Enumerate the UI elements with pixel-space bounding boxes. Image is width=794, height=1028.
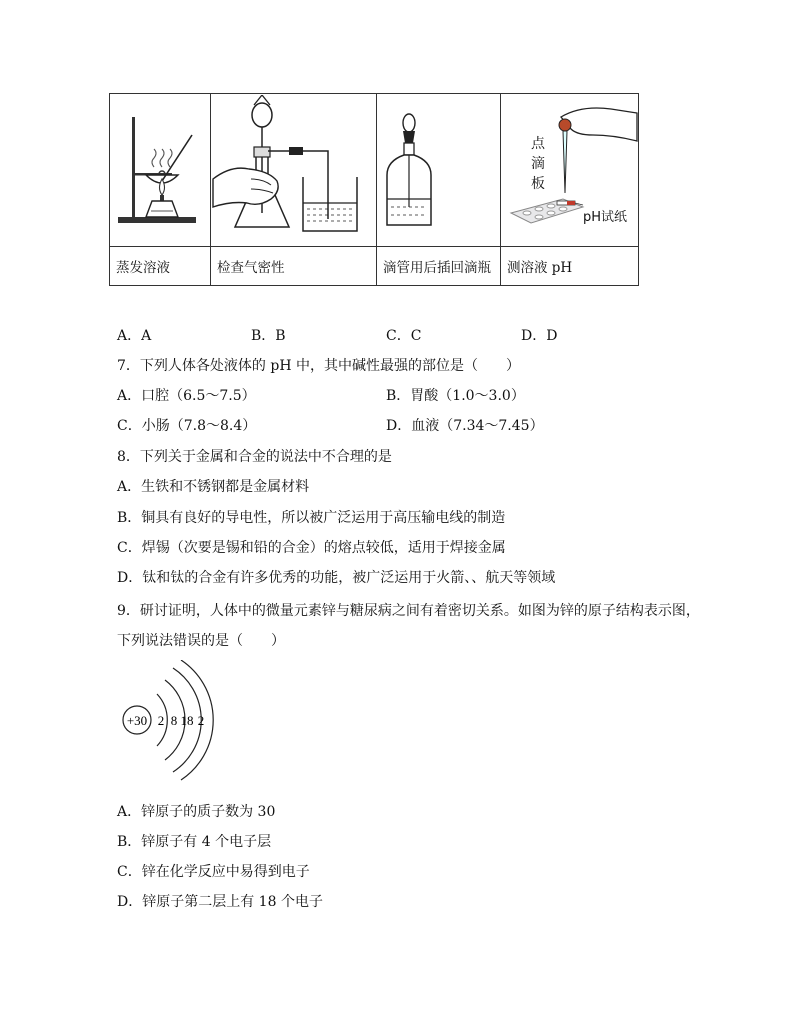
spot-plate-label-char: 点: [531, 136, 545, 152]
dropper-bottle-image: [377, 95, 500, 245]
q9-option-a: A．锌原子的质子数为 30: [117, 804, 276, 820]
q6-option-d: D．D: [521, 328, 558, 344]
cell-airtightness-image: [211, 94, 377, 247]
q7-option-c: C．小肠（7.8～8.4）: [117, 418, 257, 434]
airtightness-apparatus-image: [211, 95, 376, 245]
caption-ph-test: 测溶液 pH: [501, 247, 639, 286]
electron-count: 2: [197, 713, 205, 728]
evaporation-apparatus-image: [110, 95, 210, 245]
ph-paper-label: pH试纸: [583, 210, 628, 225]
experiment-table: [109, 93, 639, 286]
q6-option-b: B．B: [251, 328, 286, 344]
q9-option-b: B．锌原子有 4 个电子层: [117, 834, 272, 850]
q9-stem-line2: 下列说法错误的是（ ）: [117, 633, 285, 649]
caption-airtightness: 检查气密性: [211, 247, 377, 286]
q8-option-d: D．钛和钛的合金有许多优秀的功能，被广泛运用于火箭、、航天等领域: [117, 570, 556, 586]
caption-dropper: 滴管用后插回滴瓶: [377, 247, 501, 286]
spot-plate-label: [531, 134, 545, 194]
q8-option-b: B．铜具有良好的导电性，所以被广泛运用于高压输电线的制造: [117, 510, 506, 526]
cell-evaporation-image: [110, 94, 211, 247]
caption-evaporation: 蒸发溶液: [110, 247, 211, 286]
q7-option-b: B．胃酸（1.0～3.0）: [386, 388, 525, 404]
q8-option-c: C．焊锡（次要是锡和铅的合金）的熔点较低，适用于焊接金属: [117, 540, 506, 556]
zinc-atom-structure-diagram: [117, 660, 227, 790]
electron-count: 8: [170, 713, 178, 728]
q7-stem: 7．下列人体各处液体的 pH 中，其中碱性最强的部位是（ ）: [117, 358, 520, 374]
nucleus-charge: +30: [126, 713, 148, 728]
q6-option-a: A．A: [117, 328, 152, 344]
electron-count: 2: [157, 713, 165, 728]
q8-option-a: A．生铁和不锈钢都是金属材料: [117, 479, 310, 495]
q8-stem: 8．下列关于金属和合金的说法中不合理的是: [117, 449, 392, 465]
cell-ph-test-image: [501, 94, 639, 247]
q9-option-d: D．锌原子第二层上有 18 个电子: [117, 894, 323, 910]
cell-dropper-image: [377, 94, 501, 247]
spot-plate-label-char: 板: [531, 176, 545, 192]
spot-plate-label-char: 滴: [531, 156, 545, 172]
q9-stem-line1: 9．研讨证明，人体中的微量元素锌与糖尿病之间有着密切关系。如图为锌的原子结构表示图，: [117, 603, 700, 619]
electron-count: 18: [180, 713, 194, 728]
q7-option-a: A．口腔（6.5～7.5）: [117, 388, 256, 404]
q7-option-d: D．血液（7.34～7.45）: [386, 418, 544, 434]
q6-option-c: C．C: [386, 328, 422, 344]
q9-option-c: C．锌在化学反应中易得到电子: [117, 864, 310, 880]
